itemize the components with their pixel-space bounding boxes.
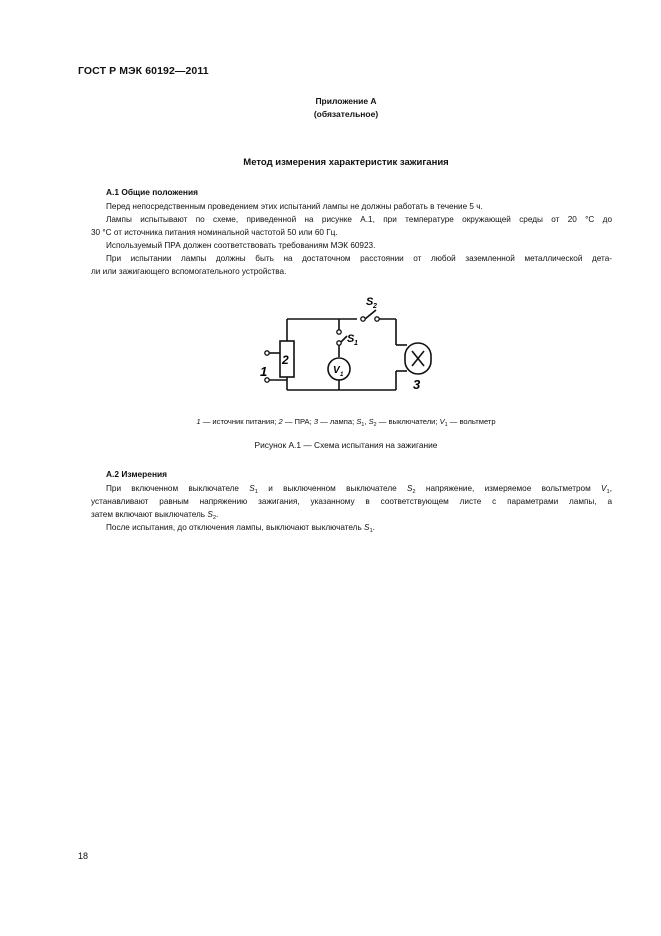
legend-t3: — лампа; [318,417,357,426]
annex-status: (обязательное) [313,109,379,119]
a2-paragraph-1-line-1 [91,484,612,495]
a1-paragraph-2-line-1: Лампы испытывают по схеме, приведенной на рисунке А.1, при температуре окружающей среды от 20 °С до [106,215,612,224]
a2-p1-s1-sub: 1 [254,489,258,495]
a1-paragraph-4-line-1: При испытании лампы должны быть на достаточном расстоянии от любой заземленной металлической дета- [106,254,612,263]
a2-p1-s1: S [249,484,255,493]
legend-n3: 3 [313,417,319,426]
a2-paragraph-1-line-2: устанавливают равным напряжению зажигания, указанному в соответствующем листе с параметрами лампы, а [91,497,612,506]
a2-p2-s1: S [364,523,370,532]
label-source: 1 [260,364,268,379]
a2-p1-s2-sub: 2 [412,489,416,495]
switch-s1-contact-lower [337,341,341,345]
a2-p1-line3-end: . [216,510,219,519]
label-lamp: 3 [413,377,421,392]
a1-paragraph-3: Используемый ПРА должен соответствовать требованиям МЭК 60923. [106,241,376,250]
a2-p2-text: После испытания, до отключения лампы, выключают выключатель [106,523,364,532]
switch-s2-blade [365,310,376,319]
page-number: 18 [78,851,89,861]
a2-p1-line3-s2: S [207,510,213,519]
a2-p1-text-a: При включенном выключателе [106,484,250,493]
a1-paragraph-2-line-2: 30 °С от источника питания номинальной частотой 50 или 60 Гц. [91,228,338,237]
legend-t4: — выключатели; [376,417,440,426]
circuit-diagram [255,293,445,401]
switch-s2-contact-left [361,317,365,321]
a2-p1-v1-sub: 1 [606,489,610,495]
a2-p1-text-b: и выключенном выключателе [257,484,407,493]
legend-n1: 1 [196,417,201,426]
a2-p1-line3-s2-sub: 2 [212,515,217,521]
section-a2-heading: А.2 Измерения [106,469,168,479]
annex-title: Приложение А [315,96,377,106]
legend-t5: — вольтметр [447,417,496,426]
legend-s2: S [368,417,374,426]
a2-p1-v1: V [601,484,607,493]
a2-paragraph-1-line-3 [91,510,612,521]
label-ballast: 2 [282,353,289,367]
a1-paragraph-1: Перед непосредственным проведением этих испытаний лампы не должны работать в течение 5 ч. [106,202,483,211]
legend-v: V [439,417,445,426]
a1-paragraph-4-line-2: ли или зажигающего вспомогательного устройства. [91,267,287,276]
label-s1: S [347,333,355,345]
legend-s1-sub: 1 [361,422,365,428]
label-s2: S [366,296,374,308]
switch-s2-contact-right [375,317,379,321]
a2-p1-s2: S [406,484,413,493]
label-voltmeter: V [333,365,340,376]
legend-n2: 2 [278,417,283,426]
legend-t2: — ПРА; [282,417,314,426]
legend-comma: , [364,417,369,426]
a2-p2-s1-sub: 1 [369,528,373,534]
switch-s1-contact-upper [337,330,341,334]
label-s2-sub: 2 [373,303,377,310]
legend-s1: S [356,417,362,426]
a2-p1-line3-text: затем включают выключатель [91,510,208,519]
source-terminal-upper [265,351,269,355]
legend-v-sub: 1 [444,422,448,428]
a2-p1-text-c: напряжение, измеряемое вольтметром [415,484,602,493]
a2-p1-text-d: , [609,484,612,493]
section-a1-heading: А.1 Общие положения [106,187,199,197]
a2-paragraph-2 [91,523,627,534]
label-s1-sub: 1 [354,340,358,347]
label-voltmeter-sub: 1 [340,372,344,378]
a2-p2-end: . [372,523,375,532]
legend-t1: — источник питания; [200,417,279,426]
main-title: Метод измерения характеристик зажигания [243,157,449,168]
figure-caption: Рисунок А.1 — Схема испытания на зажигание [254,440,438,450]
legend-s2-sub: 2 [373,422,377,428]
document-header: ГОСТ Р МЭК 60192—2011 [78,65,209,77]
figure-legend [0,417,661,427]
